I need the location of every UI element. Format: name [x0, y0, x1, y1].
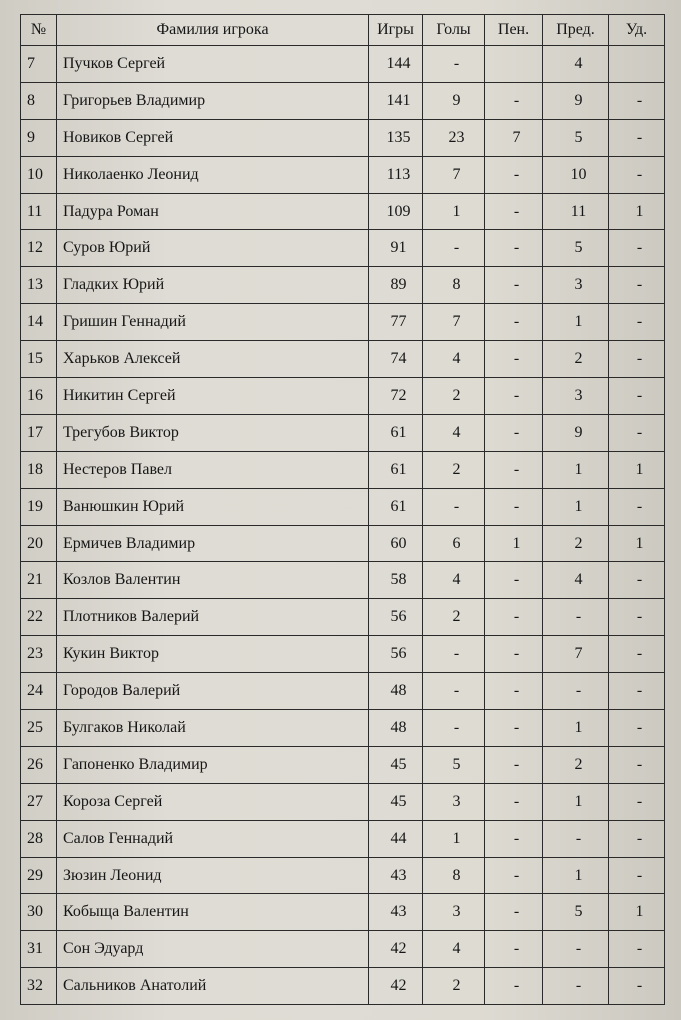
cell-num: 26 — [21, 746, 57, 783]
header-name: Фамилия игрока — [57, 15, 369, 46]
cell-warnings: - — [543, 931, 609, 968]
cell-warnings: 11 — [543, 193, 609, 230]
cell-goals: 8 — [423, 267, 485, 304]
cell-goals: 7 — [423, 156, 485, 193]
cell-games: 109 — [369, 193, 423, 230]
cell-goals: 7 — [423, 304, 485, 341]
table-body — [21, 46, 665, 1005]
cell-warnings: 5 — [543, 894, 609, 931]
cell-warnings: 9 — [543, 414, 609, 451]
cell-player-name: Кукин Виктор — [57, 636, 369, 673]
cell-num: 8 — [21, 82, 57, 119]
table-row — [21, 857, 665, 894]
cell-goals: 3 — [423, 783, 485, 820]
cell-sendoffs: - — [609, 119, 665, 156]
cell-num: 20 — [21, 525, 57, 562]
cell-warnings: 1 — [543, 451, 609, 488]
cell-warnings: - — [543, 968, 609, 1005]
cell-penalties: - — [485, 746, 543, 783]
cell-penalties: - — [485, 378, 543, 415]
cell-num: 7 — [21, 46, 57, 83]
cell-penalties: 1 — [485, 525, 543, 562]
table-row — [21, 378, 665, 415]
cell-num: 11 — [21, 193, 57, 230]
cell-num: 31 — [21, 931, 57, 968]
cell-goals: 5 — [423, 746, 485, 783]
table-row — [21, 82, 665, 119]
cell-games: 42 — [369, 931, 423, 968]
cell-goals: 2 — [423, 599, 485, 636]
cell-warnings: 7 — [543, 636, 609, 673]
cell-num: 19 — [21, 488, 57, 525]
cell-sendoffs: - — [609, 562, 665, 599]
cell-num: 24 — [21, 673, 57, 710]
cell-sendoffs: - — [609, 414, 665, 451]
cell-player-name: Гришин Геннадий — [57, 304, 369, 341]
cell-goals: - — [423, 46, 485, 83]
cell-penalties: - — [485, 894, 543, 931]
cell-games: 113 — [369, 156, 423, 193]
cell-sendoffs: - — [609, 156, 665, 193]
cell-goals: - — [423, 636, 485, 673]
cell-warnings: - — [543, 673, 609, 710]
cell-player-name: Сальников Анатолий — [57, 968, 369, 1005]
cell-warnings: 2 — [543, 525, 609, 562]
header-pred: Пред. — [543, 15, 609, 46]
cell-num: 9 — [21, 119, 57, 156]
cell-sendoffs: - — [609, 304, 665, 341]
cell-player-name: Ермичев Владимир — [57, 525, 369, 562]
cell-games: 89 — [369, 267, 423, 304]
cell-sendoffs: - — [609, 378, 665, 415]
table-row — [21, 304, 665, 341]
cell-num: 10 — [21, 156, 57, 193]
table-row — [21, 451, 665, 488]
cell-games: 141 — [369, 82, 423, 119]
cell-player-name: Николаенко Леонид — [57, 156, 369, 193]
cell-penalties: - — [485, 488, 543, 525]
cell-sendoffs: - — [609, 968, 665, 1005]
table-row — [21, 193, 665, 230]
cell-penalties: - — [485, 857, 543, 894]
cell-penalties: - — [485, 304, 543, 341]
cell-games: 42 — [369, 968, 423, 1005]
cell-num: 12 — [21, 230, 57, 267]
cell-games: 43 — [369, 857, 423, 894]
cell-player-name: Трегубов Виктор — [57, 414, 369, 451]
cell-penalties: - — [485, 156, 543, 193]
cell-num: 15 — [21, 341, 57, 378]
cell-player-name: Кобыща Валентин — [57, 894, 369, 931]
cell-player-name: Зюзин Леонид — [57, 857, 369, 894]
cell-penalties: - — [485, 968, 543, 1005]
cell-warnings: 5 — [543, 119, 609, 156]
cell-num: 13 — [21, 267, 57, 304]
cell-num: 18 — [21, 451, 57, 488]
cell-games: 58 — [369, 562, 423, 599]
cell-goals: 4 — [423, 562, 485, 599]
cell-penalties: 7 — [485, 119, 543, 156]
table-row — [21, 119, 665, 156]
cell-player-name: Салов Геннадий — [57, 820, 369, 857]
cell-warnings: 1 — [543, 304, 609, 341]
cell-goals: - — [423, 673, 485, 710]
cell-warnings: 1 — [543, 710, 609, 747]
cell-sendoffs: - — [609, 931, 665, 968]
cell-warnings: 1 — [543, 783, 609, 820]
cell-sendoffs: 1 — [609, 193, 665, 230]
table-row — [21, 414, 665, 451]
header-goals: Голы — [423, 15, 485, 46]
cell-sendoffs: - — [609, 820, 665, 857]
cell-sendoffs: - — [609, 783, 665, 820]
cell-penalties: - — [485, 230, 543, 267]
cell-goals: 1 — [423, 820, 485, 857]
table-row — [21, 931, 665, 968]
cell-sendoffs: - — [609, 599, 665, 636]
cell-player-name: Григорьев Владимир — [57, 82, 369, 119]
cell-penalties: - — [485, 562, 543, 599]
cell-penalties: - — [485, 193, 543, 230]
cell-penalties: - — [485, 820, 543, 857]
table-row — [21, 156, 665, 193]
cell-penalties: - — [485, 931, 543, 968]
cell-sendoffs: 1 — [609, 451, 665, 488]
cell-games: 48 — [369, 673, 423, 710]
cell-games: 60 — [369, 525, 423, 562]
cell-warnings: 3 — [543, 267, 609, 304]
cell-goals: 2 — [423, 968, 485, 1005]
cell-player-name: Новиков Сергей — [57, 119, 369, 156]
cell-games: 144 — [369, 46, 423, 83]
cell-games: 91 — [369, 230, 423, 267]
cell-player-name: Сон Эдуард — [57, 931, 369, 968]
cell-sendoffs: 1 — [609, 525, 665, 562]
cell-games: 45 — [369, 746, 423, 783]
cell-penalties: - — [485, 341, 543, 378]
cell-goals: - — [423, 488, 485, 525]
cell-goals: 9 — [423, 82, 485, 119]
cell-player-name: Булгаков Николай — [57, 710, 369, 747]
cell-goals: 2 — [423, 378, 485, 415]
cell-num: 14 — [21, 304, 57, 341]
cell-games: 77 — [369, 304, 423, 341]
table-row — [21, 599, 665, 636]
cell-penalties: - — [485, 710, 543, 747]
cell-warnings: - — [543, 820, 609, 857]
cell-warnings: 10 — [543, 156, 609, 193]
cell-warnings: 9 — [543, 82, 609, 119]
cell-sendoffs: - — [609, 82, 665, 119]
cell-penalties: - — [485, 783, 543, 820]
header-ud: Уд. — [609, 15, 665, 46]
cell-sendoffs: - — [609, 636, 665, 673]
cell-penalties: - — [485, 451, 543, 488]
cell-player-name: Ванюшкин Юрий — [57, 488, 369, 525]
cell-games: 56 — [369, 599, 423, 636]
table-header — [21, 15, 665, 46]
header-num: № — [21, 15, 57, 46]
cell-warnings: 1 — [543, 857, 609, 894]
cell-num: 30 — [21, 894, 57, 931]
table-row — [21, 968, 665, 1005]
cell-games: 44 — [369, 820, 423, 857]
cell-goals: 3 — [423, 894, 485, 931]
header-row — [21, 15, 665, 46]
cell-player-name: Плотников Валерий — [57, 599, 369, 636]
cell-games: 61 — [369, 488, 423, 525]
cell-penalties: - — [485, 673, 543, 710]
cell-num: 27 — [21, 783, 57, 820]
table-row — [21, 341, 665, 378]
header-games: Игры — [369, 15, 423, 46]
cell-num: 28 — [21, 820, 57, 857]
table-row — [21, 746, 665, 783]
cell-penalties: - — [485, 599, 543, 636]
cell-goals: 1 — [423, 193, 485, 230]
cell-num: 22 — [21, 599, 57, 636]
cell-player-name: Харьков Алексей — [57, 341, 369, 378]
table-row — [21, 636, 665, 673]
cell-warnings: - — [543, 599, 609, 636]
cell-penalties: - — [485, 636, 543, 673]
cell-penalties: - — [485, 414, 543, 451]
cell-warnings: 4 — [543, 562, 609, 599]
cell-games: 74 — [369, 341, 423, 378]
cell-sendoffs: - — [609, 230, 665, 267]
cell-goals: 2 — [423, 451, 485, 488]
cell-games: 56 — [369, 636, 423, 673]
cell-games: 72 — [369, 378, 423, 415]
table-row — [21, 562, 665, 599]
cell-sendoffs: - — [609, 857, 665, 894]
cell-sendoffs: - — [609, 710, 665, 747]
cell-warnings: 1 — [543, 488, 609, 525]
table-row — [21, 230, 665, 267]
table-row — [21, 710, 665, 747]
cell-warnings: 2 — [543, 341, 609, 378]
cell-sendoffs: - — [609, 341, 665, 378]
cell-player-name: Городов Валерий — [57, 673, 369, 710]
cell-player-name: Суров Юрий — [57, 230, 369, 267]
cell-penalties: - — [485, 82, 543, 119]
cell-goals: 4 — [423, 414, 485, 451]
header-pen: Пен. — [485, 15, 543, 46]
cell-sendoffs — [609, 46, 665, 83]
cell-num: 29 — [21, 857, 57, 894]
cell-warnings: 2 — [543, 746, 609, 783]
cell-player-name: Пучков Сергей — [57, 46, 369, 83]
cell-player-name: Козлов Валентин — [57, 562, 369, 599]
cell-penalties: - — [485, 267, 543, 304]
table-row — [21, 783, 665, 820]
cell-goals: - — [423, 710, 485, 747]
table-row — [21, 488, 665, 525]
cell-goals: 8 — [423, 857, 485, 894]
cell-goals: 23 — [423, 119, 485, 156]
cell-goals: 4 — [423, 931, 485, 968]
cell-games: 61 — [369, 451, 423, 488]
table-row — [21, 46, 665, 83]
cell-player-name: Гладких Юрий — [57, 267, 369, 304]
cell-num: 25 — [21, 710, 57, 747]
cell-num: 21 — [21, 562, 57, 599]
cell-num: 16 — [21, 378, 57, 415]
cell-player-name: Нестеров Павел — [57, 451, 369, 488]
table-row — [21, 267, 665, 304]
cell-games: 135 — [369, 119, 423, 156]
cell-goals: - — [423, 230, 485, 267]
cell-goals: 6 — [423, 525, 485, 562]
cell-warnings: 4 — [543, 46, 609, 83]
cell-sendoffs: - — [609, 746, 665, 783]
cell-num: 23 — [21, 636, 57, 673]
cell-sendoffs: - — [609, 267, 665, 304]
cell-sendoffs: - — [609, 488, 665, 525]
cell-num: 32 — [21, 968, 57, 1005]
cell-player-name: Гапоненко Владимир — [57, 746, 369, 783]
cell-games: 45 — [369, 783, 423, 820]
players-stats-table — [20, 14, 665, 1005]
cell-games: 48 — [369, 710, 423, 747]
cell-warnings: 3 — [543, 378, 609, 415]
cell-games: 43 — [369, 894, 423, 931]
table-row — [21, 894, 665, 931]
cell-player-name: Короза Сергей — [57, 783, 369, 820]
cell-penalties — [485, 46, 543, 83]
cell-sendoffs: - — [609, 673, 665, 710]
table-row — [21, 525, 665, 562]
cell-num: 17 — [21, 414, 57, 451]
cell-player-name: Никитин Сергей — [57, 378, 369, 415]
cell-player-name: Падура Роман — [57, 193, 369, 230]
cell-games: 61 — [369, 414, 423, 451]
cell-warnings: 5 — [543, 230, 609, 267]
cell-sendoffs: 1 — [609, 894, 665, 931]
table-row — [21, 673, 665, 710]
cell-goals: 4 — [423, 341, 485, 378]
table-row — [21, 820, 665, 857]
